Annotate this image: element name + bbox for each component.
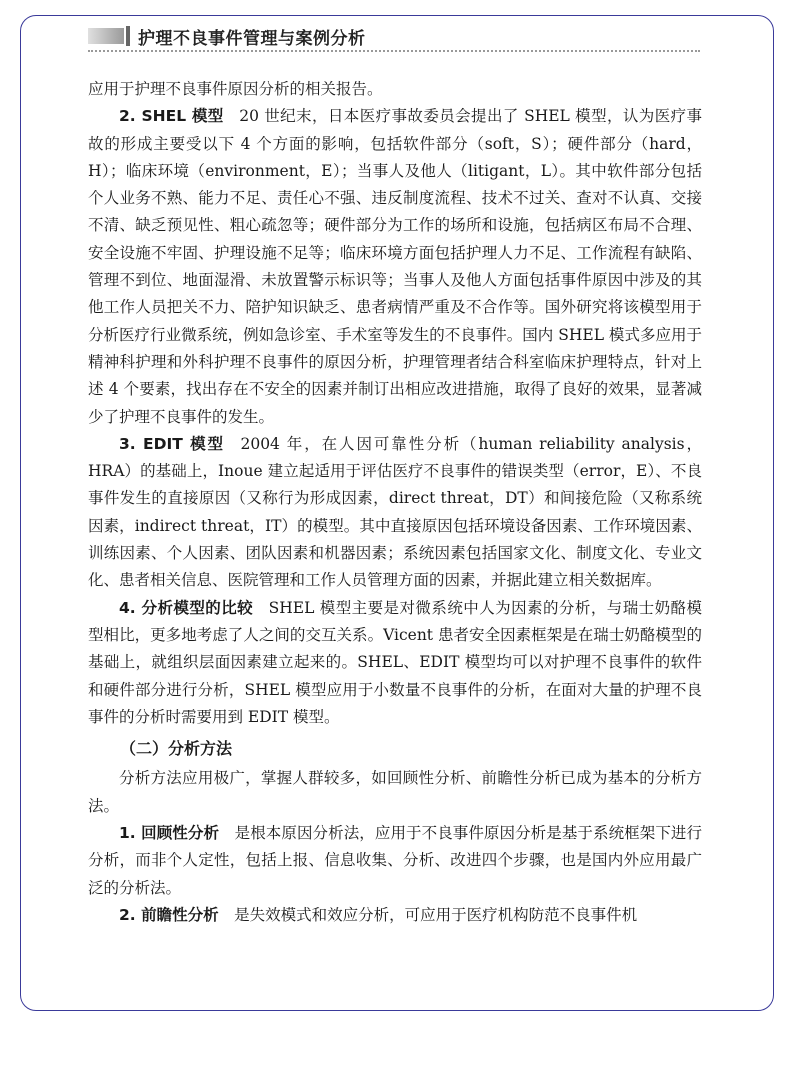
paragraph-heading: 4. 分析模型的比较	[119, 598, 254, 617]
paragraph-heading: 3. EDIT 模型	[119, 434, 225, 453]
paragraph-retrospective-analysis	[88, 820, 702, 902]
paragraph-text: SHEL 模型主要是对微系统中人为因素的分析，与瑞士奶酪模型相比，更多地考虑了人之间的交互关系。Vicent 患者安全因素框架是在瑞士奶酪模型的基础上，就组织层面因素建立起来的。SHEL、EDIT 模型均可以对护理不良事件的软件和硬件部分进行分析，SHEL 模型应用于小数量不良事件的分析，在面对大量的护理不良事件的分析时需要用到 EDIT 模型。	[88, 598, 702, 726]
paragraph-edit-model	[88, 431, 702, 595]
header-divider	[126, 26, 130, 46]
paragraph-text: 是失效模式和效应分析，可应用于医疗机构防范不良事件机	[234, 905, 638, 924]
header-decoration	[88, 28, 124, 44]
paragraph-model-comparison	[88, 595, 702, 731]
paragraph-prospective-analysis	[88, 902, 702, 929]
header-title: 护理不良事件管理与案例分析	[138, 29, 366, 49]
paragraph-text: 是根本原因分析法，应用于不良事件原因分析是基于系统框架下进行分析，而非个人定性，包括上报、信息收集、分析、改进四个步骤，也是国内外应用最广泛的分析法。	[88, 824, 702, 897]
page-body	[88, 76, 702, 929]
paragraph-text: 2004 年，在人因可靠性分析（human reliability analysis，HRA）的基础上，Inoue 建立起适用于评估医疗不良事件的错误类型（error，E）、不良事件发生的直接原因（又称行为形成因素，direct threat，DT）和间接危险（又称系统因素，indirect threat，IT）的模型。其中直接原因包括环境设备因素、工作环境因素、训练因素、个人因素、团队因素和机器因素；系统因素包括国家文化、制度文化、专业文化、患者相关信息、医院管理和工作人员管理方面的因素，并据此建立相关数据库。	[88, 434, 702, 590]
paragraph-text: 20 世纪末，日本医疗事故委员会提出了 SHEL 模型，认为医疗事故的形成主要受以下 4 个方面的影响，包括软件部分（soft，S）；硬件部分（hard，H）；临床环境（environment，E）；当事人及他人（litigant，L）。其中软件部分包括个人业务不熟、能力不足、责任心不强、违反制度流程、技术不过关、查对不认真、交接不清、缺乏预见性、粗心疏忽等；硬件部分为工作的场所和设施，包括病区布局不合理、安全设施不牢固、护理设施不足等；临床环境方面包括护理人力不足、工作流程有缺陷、管理不到位、地面湿滑、未放置警示标识等；当事人及他人方面包括事件原因中涉及的其他工作人员把关不力、陪护知识缺乏、患者病情严重及不合作等。国外研究将该模型用于分析医疗行业微系统，例如急诊室、手术室等发生的不良事件。国内 SHEL 模式多应用于精神科护理和外科护理不良事件的原因分析，护理管理者结合科室临床护理特点，针对上述 4 个要素，找出存在不安全的因素并制订出相应改进措施，取得了良好的效果，显著减少了护理不良事件的发生。	[88, 107, 703, 426]
paragraph-heading: 2. 前瞻性分析	[119, 905, 219, 924]
page-header	[88, 22, 700, 52]
paragraph-heading: 1. 回顾性分析	[119, 824, 220, 843]
paragraph-methods-intro: 分析方法应用极广，掌握人群较多，如回顾性分析、前瞻性分析已成为基本的分析方法。	[88, 769, 702, 815]
paragraph-continued: 应用于护理不良事件原因分析的相关报告。	[88, 80, 383, 98]
paragraph-shel-model	[88, 103, 702, 431]
section-title: （二）分析方法	[120, 739, 233, 759]
paragraph-heading: 2. SHEL 模型	[119, 107, 224, 126]
